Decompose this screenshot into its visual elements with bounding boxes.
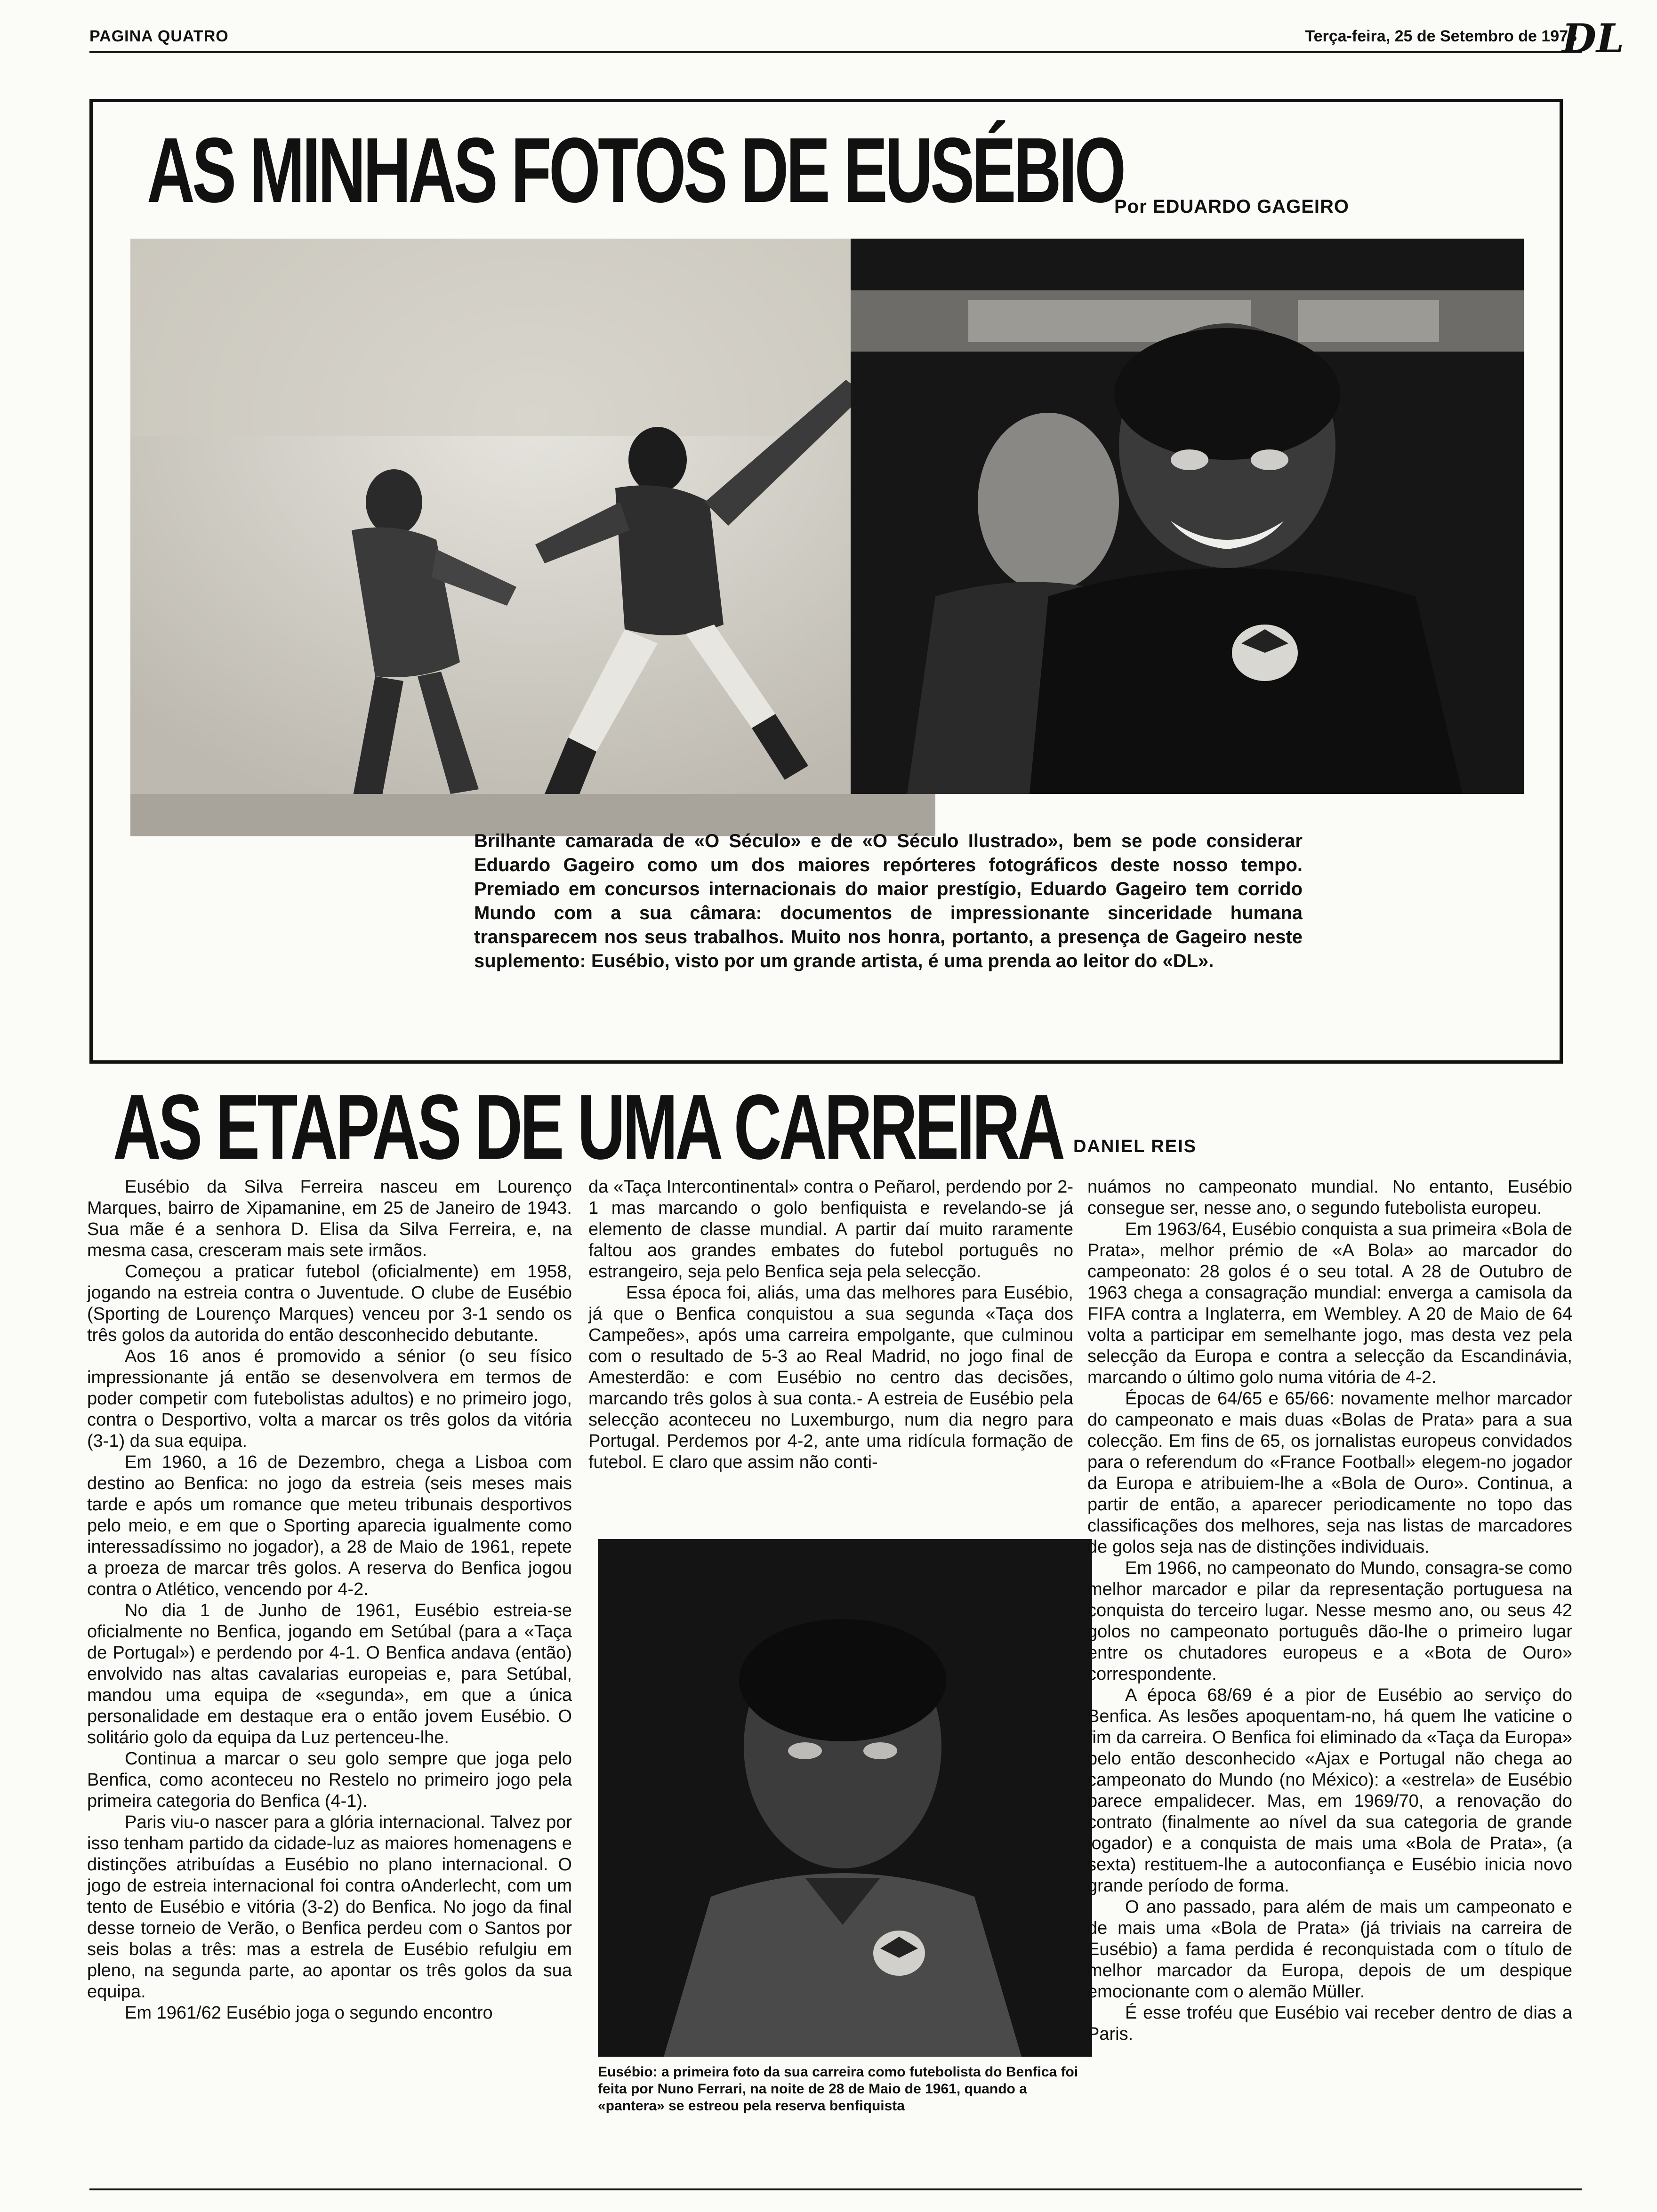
photo-young-eusebio (598, 1539, 1092, 2057)
paragraph: Em 1961/62 Eusébio joga o segundo encontro (125, 2003, 493, 2023)
issue-date: Terça-feira, 25 de Setembro de 1973 (1305, 27, 1577, 45)
footer-rule (89, 2188, 1582, 2190)
article-headline: AS ETAPAS DE UMA CARREIRA (113, 1075, 1063, 1178)
paragraph: Eusébio da Silva Ferreira nasceu em Lourenço Marques, bairro de Xipamanine, em 25 de Janeiro de 1943. Sua mãe é a senhora D. Elisa da Silva Ferreira, e, na mesma casa, cresceram mais sete irmãos. (87, 1177, 572, 1260)
photo-football-action (130, 239, 935, 836)
paragraph: Começou a praticar futebol (oficialmente) em 1958, jogando na estreia contra o Juventude. O clube de Eusébio (Sporting de Lourenço Marques) venceu por 3-1 sendo os três golos da autorida do então desconhecido debutante. (87, 1262, 572, 1345)
feature-box (89, 99, 1563, 1064)
football-action-illustration (130, 239, 935, 836)
paragraph: nuámos no campeonato mundial. No entanto, Eusébio consegue ser, nesse ano, o segundo futebolista europeu. (1087, 1177, 1572, 1218)
paragraph: Aos 16 anos é promovido a sénior (o seu físico impressionante já então se desenvolvera em termos de poder competir com futebolistas adultos) e no primeiro jogo, contra o Desportivo, volta a marcar os três golos da vitória (3-1) da sua equipa. (87, 1346, 572, 1451)
article-column-1 (87, 1177, 572, 2024)
article-column-2 (588, 1177, 1073, 1473)
paragraph: A época 68/69 é a pior de Eusébio ao serviço do Benfica. As lesões apoquentam-no, há quem lhe vaticine o fim da carreira. O Benfica foi eliminado da «Taça da Europa» pelo então desconhecido «Ajax e Portugal não chega ao campeonato do Mundo (no México): a «estrela» de Eusébio parece empalidecer. Mas, em 1969/70, a renovação do contrato (finalmente ao nível da sua categoria de grande jogador) e a conquista de mais uma «Bola de Prata», (a sexta) restituem-lhe a autoconfiança e Eusébio inicia novo grande período de forma. (1087, 1685, 1572, 1896)
feature-byline: Por EDUARDO GAGEIRO (1114, 196, 1350, 217)
page-label: PAGINA QUATRO (89, 27, 229, 45)
article-byline: DANIEL REIS (1073, 1137, 1197, 1156)
paragraph: Essa época foi, aliás, uma das melhores para Eusébio, já que o Benfica conquistou a sua segunda «Taça dos Campeões», após uma carreira empolgante, que culminou com o resultado de 5-3 ao Real Madrid, no jogo final de Amesterdão: e com Eusébio no centro das decisões, marcando três golos à sua conta.- A estreia de Eusébio pela selecção aconteceu no Luxemburgo, num dia negro para Portugal. Perdemos por 4-2, ante uma ridícula formação de futebol. E claro que assim não conti- (588, 1283, 1073, 1472)
masthead (89, 15, 1624, 62)
paragraph: Em 1966, no campeonato do Mundo, consagra-se como melhor marcador e pilar da representação portuguesa na conquista do terceiro lugar. Nesse mesmo ano, ou seus 42 golos no campeonato português dão-lhe o primeiro lugar entre os chutadores europeus e a «Bota de Ouro» correspondente. (1087, 1558, 1572, 1684)
paragraph: É esse troféu que Eusébio vai receber dentro de dias a Paris. (1087, 2003, 1572, 2044)
paragraph: No dia 1 de Junho de 1961, Eusébio estreia-se oficialmente no Benfica, jogando em Setúbal (para a «Taça de Portugal») e perdendo por 4-1. O Benfica andava (então) envolvido nas altas cavalarias europeias e, para Setúbal, mandou uma equipa de «segunda», em que a única personalidade em destaque era o então jovem Eusébio. O solitário golo da equipa da Luz pertenceu-lhe. (87, 1601, 572, 1747)
article-column-3 (1087, 1177, 1572, 2045)
paragraph: da «Taça Intercontinental» contra o Peñarol, perdendo por 2-1 mas marcando o golo benfiquista e revelando-se já elemento de classe mundial. A partir daí muito raramente faltou aos grandes embates do futebol português no estrangeiro, seja pelo Benfica seja pela selecção. (588, 1177, 1073, 1282)
newspaper-logo: DL (1562, 15, 1624, 62)
photo-caption: Eusébio: a primeira foto da sua carreira como futebolista do Benfica foi feita por Nuno Ferrari, na noite de 28 de Maio de 1961, quando a «pantera» se estreou pela reserva benfiquista (598, 2064, 1078, 2114)
paragraph: Continua a marcar o seu golo sempre que joga pelo Benfica, como aconteceu no Restelo no primeiro jogo pela primeira categoria do Benfica (4-1). (87, 1749, 572, 1811)
header-rule (89, 51, 1582, 53)
paragraph: Em 1963/64, Eusébio conquista a sua primeira «Bola de Prata», melhor prémio de «A Bola» ao marcador do campeonato: 28 golos é o seu total. A 28 de Outubro de 1963 chega a consagração mundial: enverga a camisola da FIFA contra a Inglaterra, em Wembley. A 20 de Maio de 64 volta a participar em semelhante jogo, mas desta vez pela selecção da Europa e contra a selecção da Escandinávia, marcando o último golo numa vitória de 4-2. (1087, 1219, 1572, 1387)
paragraph: Em 1960, a 16 de Dezembro, chega a Lisboa com destino ao Benfica: no jogo da estreia (seis meses mais tarde e após um romance que meteu tribunais desportivos pelo meio, e em que o Sporting aparecia igualmente como interessadíssimo no jogador), a 28 de Maio de 1961, repete a proeza de marcar três golos. A reserva do Benfica jogou contra o Atlético, vencendo por 4-2. (87, 1452, 572, 1599)
young-eusebio-illustration (598, 1539, 1092, 2057)
paragraph: Épocas de 64/65 e 65/66: novamente melhor marcador do campeonato e mais duas «Bolas de Prata» para a sua colecção. Em fins de 65, os jornalistas europeus convidados para o referendum do «France Football» elegem-no jogador da Europa e atribuiem-lhe a «Bola de Ouro». Continua, a partir de então, a aparecer periodicamente no topo das classificações dos melhores, seja nas listas de marcadores de golos seja nas de distinções individuais. (1087, 1389, 1572, 1557)
feature-headline: AS MINHAS FOTOS DE EUSÉBIO (147, 119, 1124, 222)
paragraph: O ano passado, para além de mais um campeonato e de mais uma «Bola de Prata» (já triviais na carreira de Eusébio) a fama perdida é reconquistada com o título de melhor marcador da Europa, depois de um despique emocionante com o alemão Müller. (1087, 1897, 1572, 2002)
photo-eusebio-celebrating (851, 239, 1524, 794)
paragraph: Paris viu-o nascer para a glória internacional. Talvez por isso tenham partido da cidade-luz as maiores homenagens e distinções atribuídas a Eusébio no plano internacional. O jogo de estreia internacional foi contra oAnderlecht, com um tento de Eusébio e vitória (3-2) do Benfica. No jogo da final desse torneio de Verão, o Benfica perdeu com o Santos por seis bolas a três: mas a estrela de Eusébio refulgiu em pleno, na segunda parte, ao apontar os três golos da sua equipa. (87, 1812, 572, 2002)
feature-intro-text: Brilhante camarada de «O Século» e de «O Século Ilustrado», bem se pode considerar Eduardo Gageiro como um dos maiores repórteres fotográficos deste nosso tempo. Premiado em concursos internacionais do maior prestígio, Eduardo Gageiro tem corrido Mundo com a sua câmara: documentos de impressionante sinceridade humana transparecem nos seus trabalhos. Muito nos honra, portanto, a presença de Gageiro neste suplemento: Eusébio, visto por um grande artista, é uma prenda ao leitor do «DL». (474, 831, 1303, 971)
eusebio-celebrating-illustration (851, 239, 1524, 794)
